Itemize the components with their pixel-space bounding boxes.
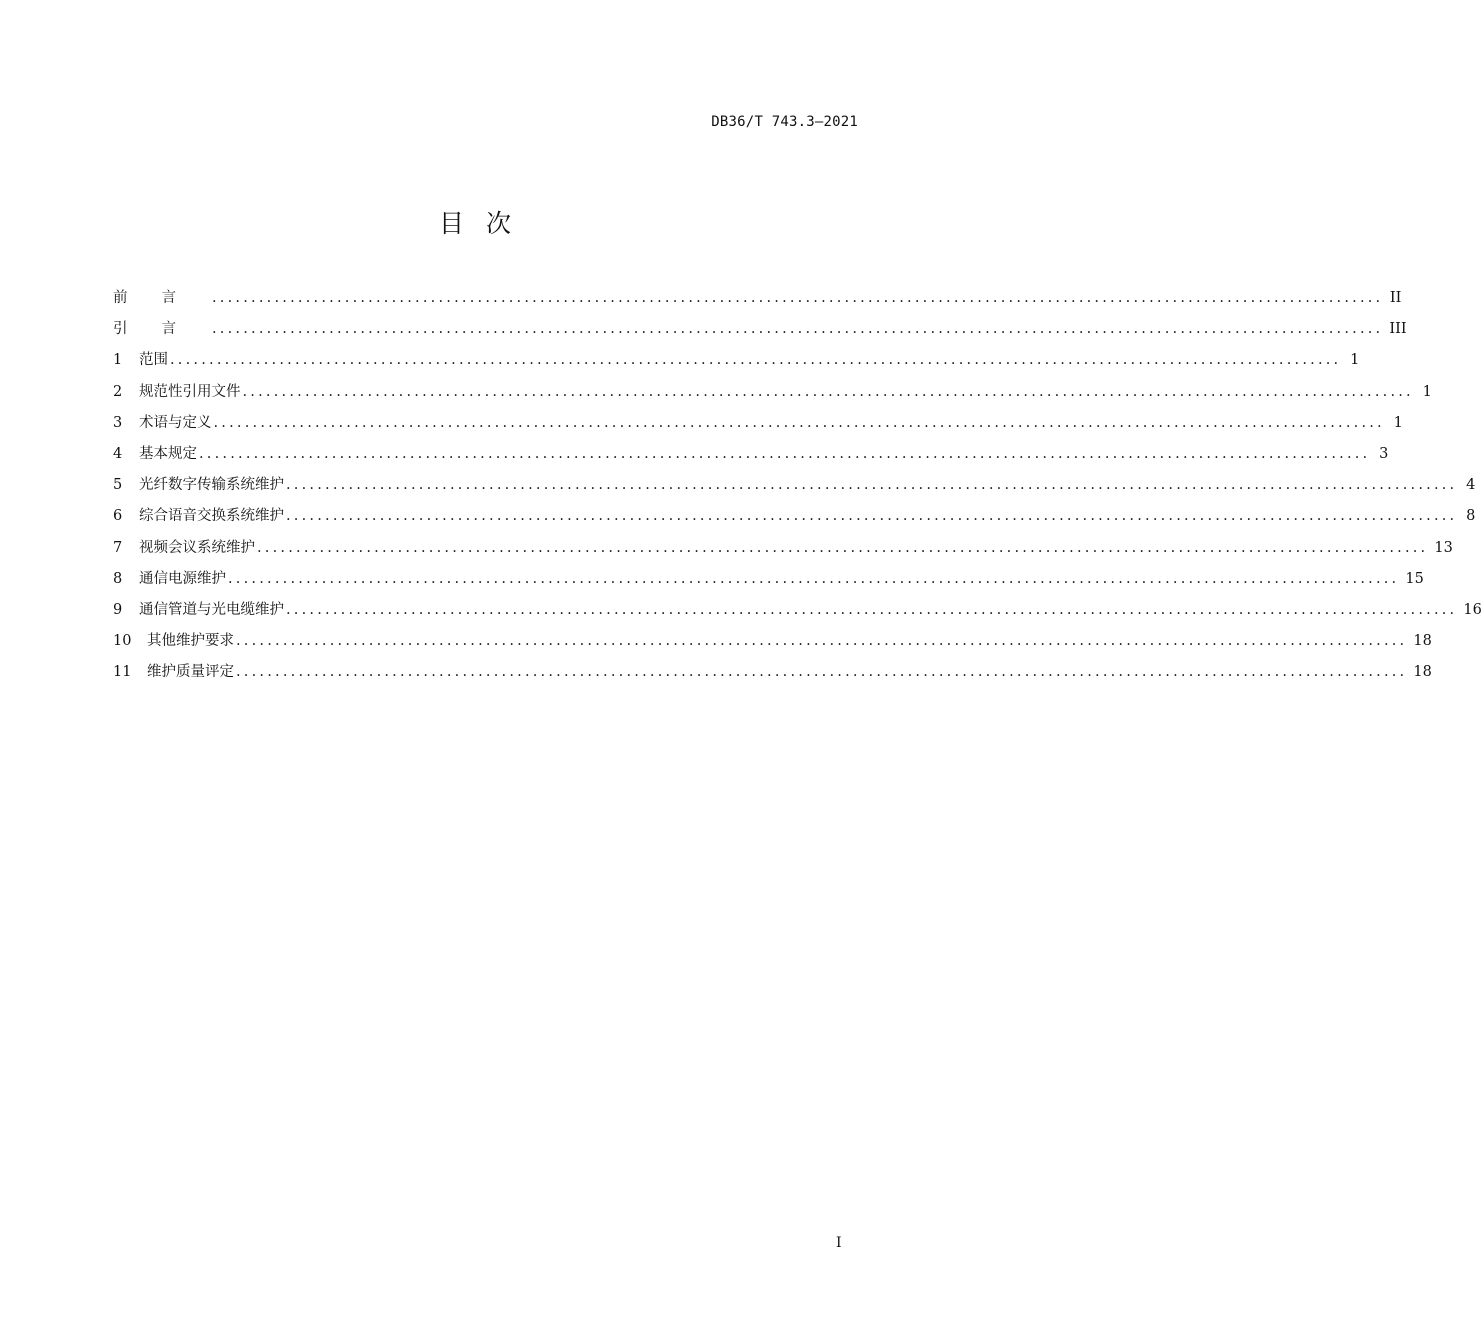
toc-entry-page: 1 [1350,352,1360,369]
toc-entry-page: 13 [1434,539,1453,556]
toc-entry-number: 9 [113,601,123,618]
toc-entry-number: 8 [113,570,123,587]
toc-leader-dots: ...................................................................................................................................................... [286,601,1458,618]
toc-entry-9[interactable] [113,596,1482,627]
toc-entry-10[interactable] [113,627,1432,658]
toc-leader-dots: ...................................................................................................................................................... [199,445,1371,462]
toc-entry-3[interactable] [113,409,1403,440]
toc-entry-label: 通信管道与光电缆维护 [139,601,284,618]
toc-leader-dots: ...................................................................................................................................................... [236,633,1408,650]
toc-entry-7[interactable] [113,534,1453,565]
toc-entry-number: 5 [113,477,123,494]
toc-leader-dots: ...................................................................................................................................................... [257,539,1429,556]
toc-leader-dots: ...................................................................................................................................................... [228,570,1400,587]
toc-leader-dots: ...................................................................................................................................................... [242,383,1414,400]
toc-entry-label: 前言 [113,290,210,306]
toc-entry-page: 18 [1413,664,1432,681]
toc-entry-number: 7 [113,539,123,556]
toc-entry-foreword[interactable] [113,284,1402,315]
toc-leader-dots: ...................................................................................................................................................... [213,414,1385,431]
toc-entry-label: 综合语音交换系统维护 [139,508,284,525]
toc-leader-dots: ...................................................................................................................................................... [212,321,1384,338]
toc-entry-6[interactable] [113,502,1476,533]
toc-entry-page: 1 [1393,414,1403,431]
toc-entry-label: 范围 [139,352,168,369]
toc-leader-dots: ...................................................................................................................................................... [170,352,1342,369]
toc-entry-label: 引言 [113,321,210,338]
toc-entry-label: 术语与定义 [139,414,212,431]
toc-entry-page: II [1389,290,1402,306]
toc-entry-4[interactable] [113,440,1389,471]
toc-entry-page: 1 [1422,383,1432,400]
toc-entry-page: 3 [1379,445,1389,462]
toc-entry-number: 11 [113,664,132,681]
toc-entry-11[interactable] [113,658,1432,689]
toc-entry-label: 基本规定 [139,445,197,462]
toc-leader-dots: ...................................................................................................................................................... [286,477,1458,494]
toc-entry-page: 15 [1405,570,1424,587]
toc-entry-label: 通信电源维护 [139,570,226,587]
toc-entry-page: 8 [1466,508,1476,525]
toc-entry-2[interactable] [113,378,1432,409]
toc-entry-number: 1 [113,352,123,369]
toc-leader-dots: ...................................................................................................................................................... [286,508,1458,525]
toc-entry-introduction[interactable] [113,315,1407,346]
toc-entry-label: 视频会议系统维护 [139,539,255,556]
toc-entry-number: 2 [113,383,123,400]
toc-entry-number: 10 [113,633,132,650]
toc-entry-label: 光纤数字传输系统维护 [139,477,284,494]
toc-entry-number: 3 [113,414,123,431]
toc-entry-1[interactable] [113,346,1360,377]
toc-entry-number: 6 [113,508,123,525]
toc-entry-5[interactable] [113,471,1476,502]
toc-entry-label: 其他维护要求 [147,633,234,650]
page-number: I [836,1235,842,1251]
table-of-contents [113,284,1482,689]
toc-entry-8[interactable] [113,565,1424,596]
toc-title: 目次 [438,209,533,238]
toc-leader-dots: ...................................................................................................................................................... [212,290,1384,306]
toc-entry-number: 4 [113,445,123,462]
toc-entry-page: 4 [1466,477,1476,494]
toc-entry-label: 维护质量评定 [147,664,234,681]
toc-entry-page: III [1389,321,1407,338]
toc-entry-page: 18 [1413,633,1432,650]
toc-entry-page: 16 [1463,601,1482,618]
toc-entry-label: 规范性引用文件 [139,383,241,400]
document-number: DB36/T 743.3—2021 [711,114,858,130]
toc-leader-dots: ...................................................................................................................................................... [236,664,1408,681]
